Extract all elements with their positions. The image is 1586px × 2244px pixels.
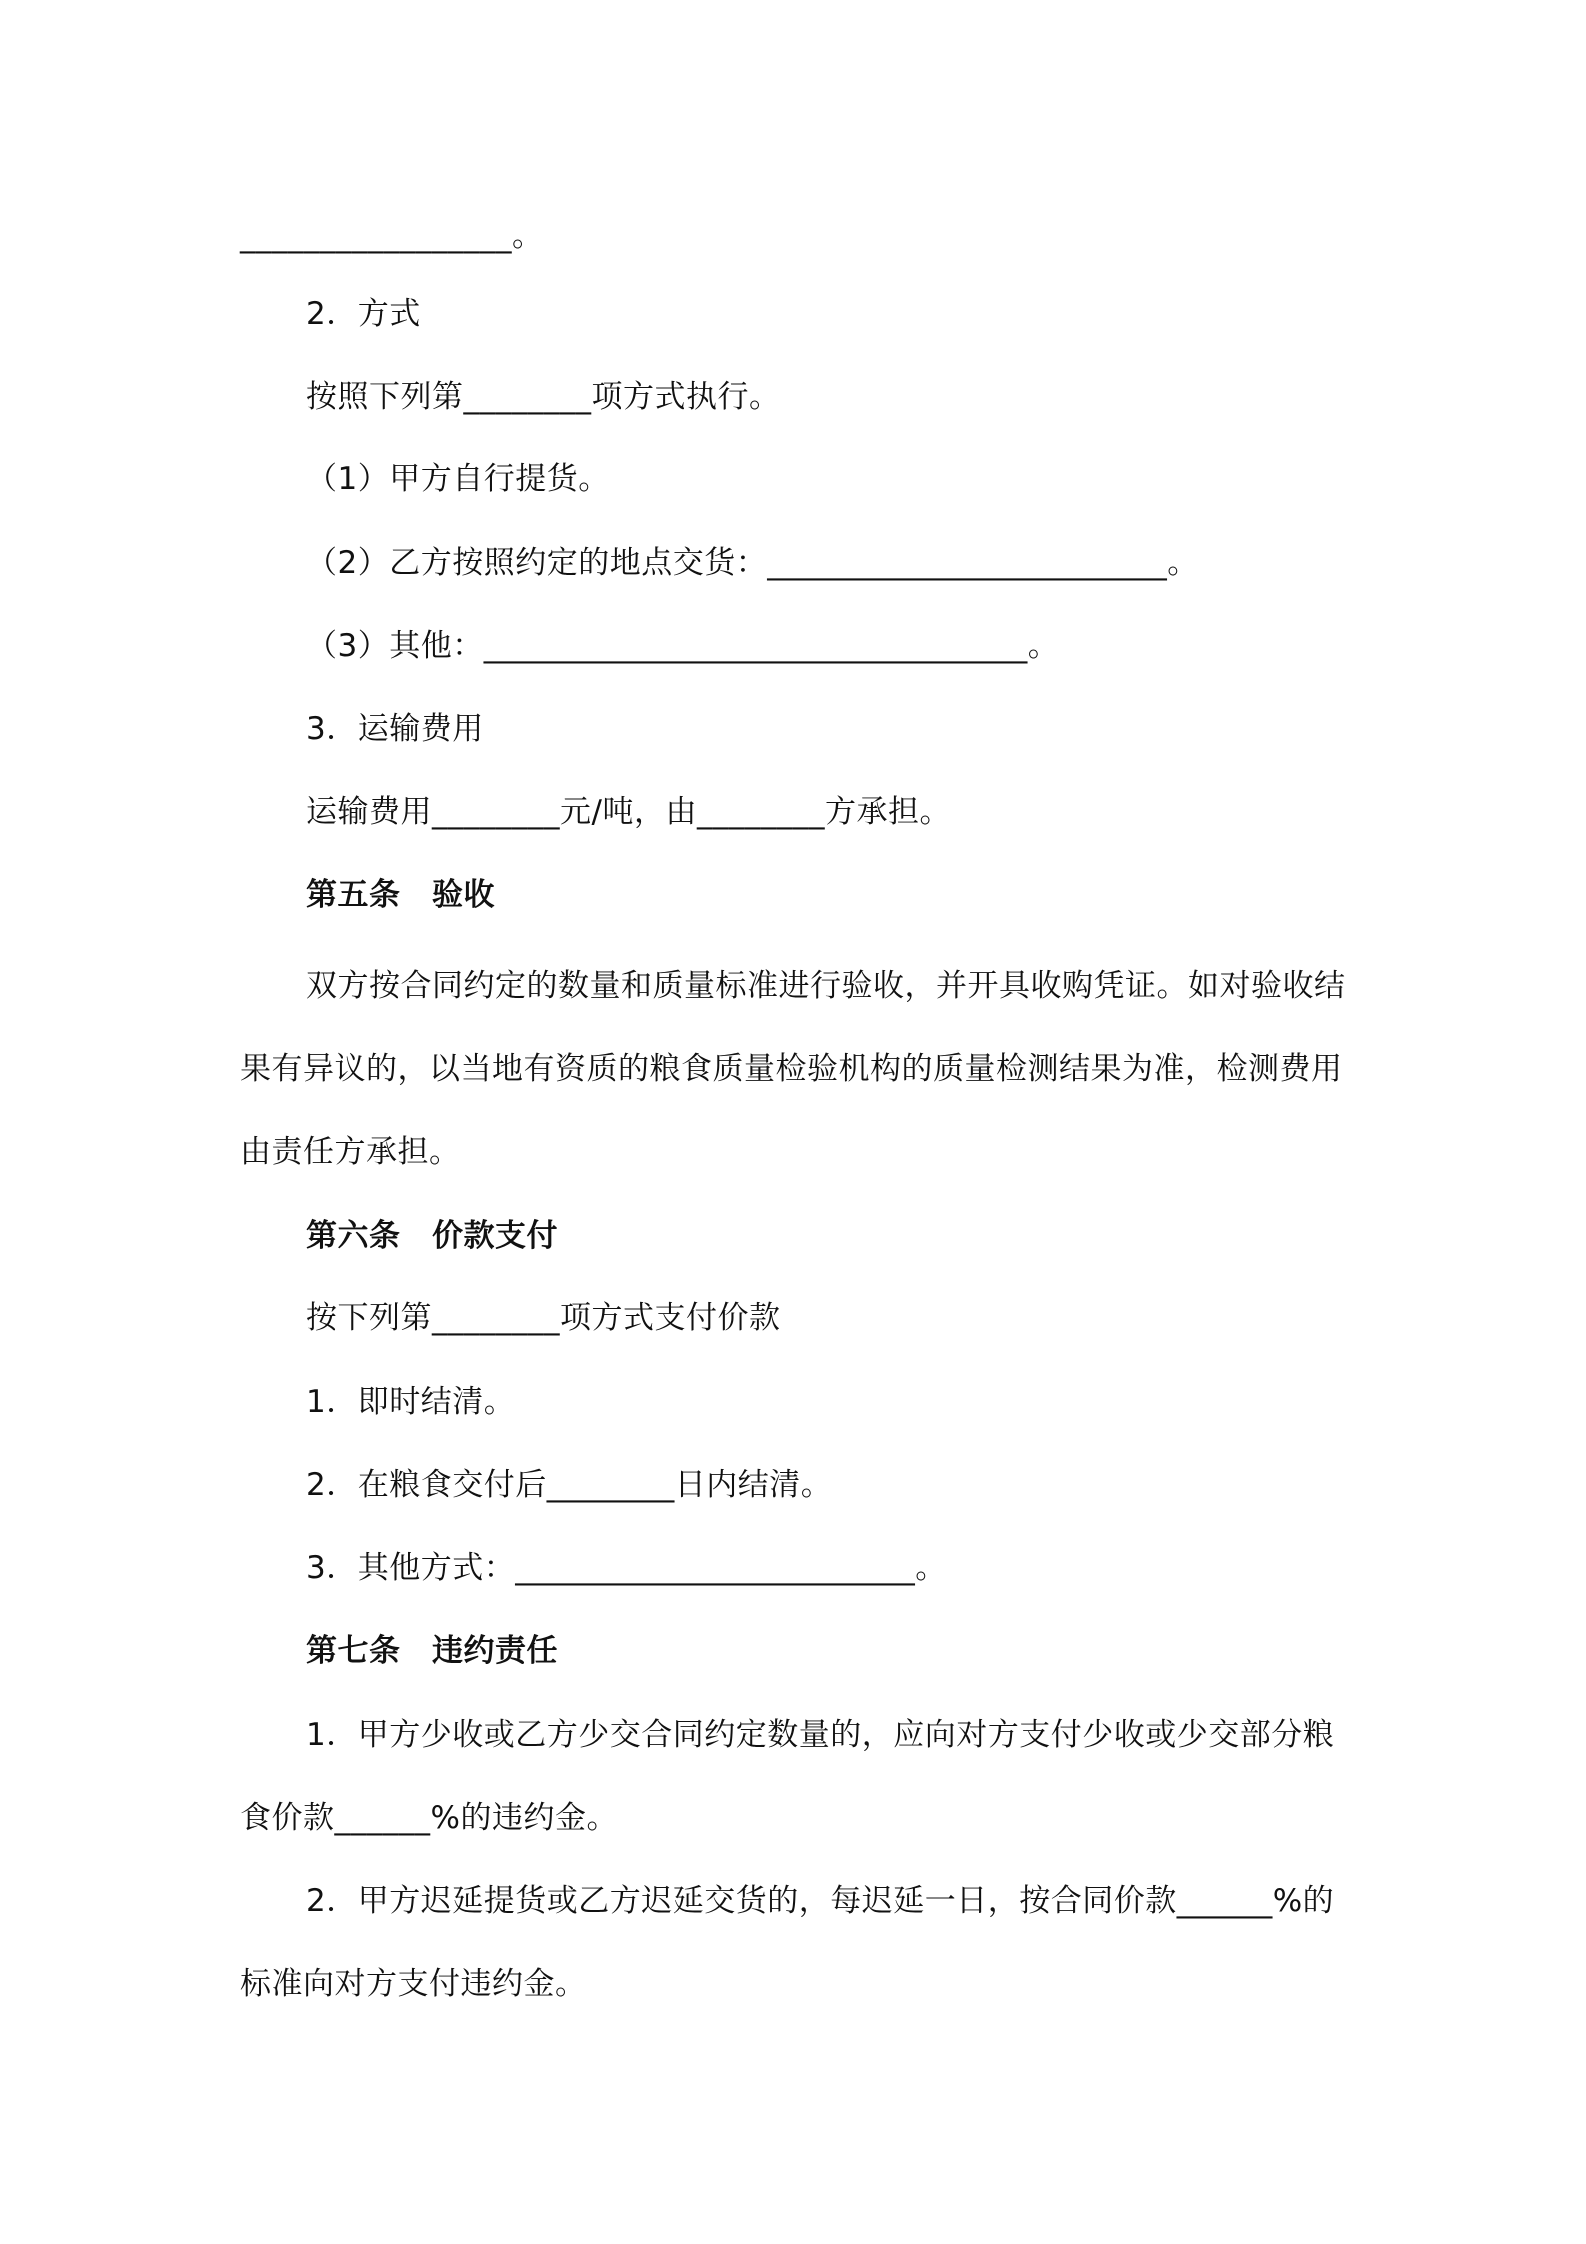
article-5-para-line-2: 果有异议的，以当地有资质的粮食质量检验机构的质量检测结果为准，检测费用: [240, 1051, 1343, 1087]
payment-option-1: 1．即时结清。: [306, 1384, 516, 1420]
item-3-freight-heading: 3．运输费用: [306, 711, 484, 747]
article-5-para-line-3: 由责任方承担。: [240, 1134, 461, 1170]
breach-item-2-line-2: 标准向对方支付违约金。: [240, 1966, 587, 2002]
article-5-para-line-1: 双方按合同约定的数量和质量标准进行验收，并开具收购凭证。如对验收结: [306, 968, 1346, 1004]
method-selection-text: 按照下列第________项方式执行。: [306, 379, 781, 415]
breach-item-1-line-1: 1．甲方少收或乙方少交合同约定数量的，应向对方支付少收或少交部分粮: [306, 1717, 1335, 1753]
method-option-3: （3）其他：__________________________________。: [306, 628, 1060, 664]
method-option-2: （2）乙方按照约定的地点交货：_________________________。: [306, 545, 1199, 581]
payment-selection-text: 按下列第________项方式支付价款: [306, 1300, 781, 1336]
freight-cost-text: 运输费用________元/吨，由________方承担。: [306, 794, 951, 830]
item-2-method-heading: 2．方式: [306, 296, 421, 332]
payment-option-2: 2．在粮食交付后________日内结清。: [306, 1467, 833, 1503]
payment-option-3: 3．其他方式：_________________________。: [306, 1550, 947, 1586]
article-5-heading: 第五条 验收: [306, 877, 495, 913]
article-7-heading: 第七条 违约责任: [306, 1633, 558, 1669]
method-option-1: （1）甲方自行提货。: [306, 461, 610, 497]
breach-item-1-line-2: 食价款______%的违约金。: [240, 1800, 618, 1836]
article-6-heading: 第六条 价款支付: [306, 1218, 558, 1254]
breach-item-2-line-1: 2．甲方迟延提货或乙方迟延交货的，每迟延一日，按合同价款______%的: [306, 1883, 1335, 1919]
blank-line-end: _________________。: [240, 218, 544, 254]
